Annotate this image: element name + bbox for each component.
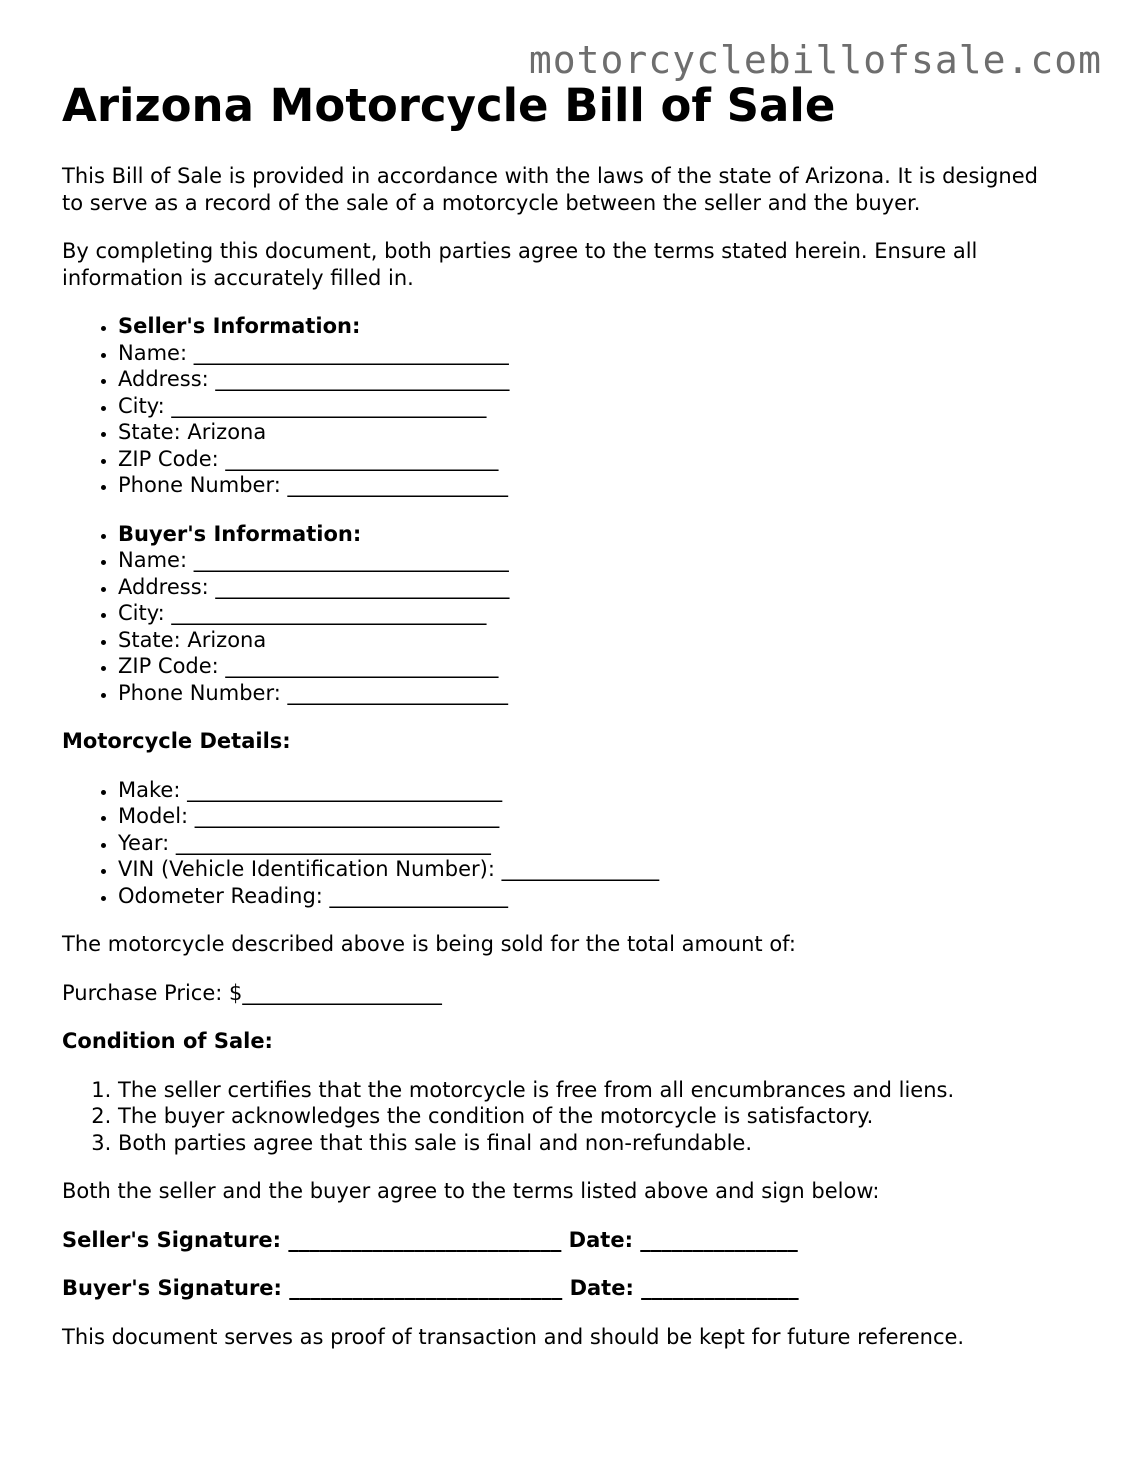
seller-name-field: • Name: ______________________________: [118, 340, 1062, 367]
buyer-info-heading: • Buyer's Information:: [118, 521, 1062, 548]
agreement-statement: Both the seller and the buyer agree to the terms listed above and sign below:: [62, 1179, 880, 1203]
buyer-phone-field: • Phone Number: _____________________: [118, 680, 1062, 707]
intro-paragraph-2: By completing this document, both parties agree to the terms stated herein. Ensure all information is accurately filled in.: [62, 239, 978, 290]
condition-item: 3. Both parties agree that this sale is final and non-refundable.: [118, 1130, 1062, 1157]
model-field: • Model: _____________________________: [118, 803, 1062, 830]
buyer-info-list: [62, 521, 1062, 707]
price-intro: The motorcycle described above is being sold for the total amount of:: [62, 932, 796, 956]
seller-city-field: • City: ______________________________: [118, 393, 1062, 420]
seller-signature-line: Seller's Signature: __________________________ Date: _______________: [62, 1227, 798, 1252]
document-body: [62, 163, 1062, 1372]
vin-field: • VIN (Vehicle Identification Number): _______________: [118, 856, 1062, 883]
buyer-name-field: • Name: ______________________________: [118, 547, 1062, 574]
motorcycle-details-list: [62, 777, 1062, 910]
closing-statement: This document serves as proof of transaction and should be kept for future reference.: [62, 1324, 965, 1349]
condition-of-sale-heading: Condition of Sale:: [62, 1029, 273, 1053]
intro-paragraph-1: This Bill of Sale is provided in accordance with the laws of the state of Arizona. It is designed to serve as a record of the sale of a motorcycle between the seller and the buyer.: [62, 164, 1038, 215]
condition-item: 2. The buyer acknowledges the condition of the motorcycle is satisfactory.: [118, 1103, 1062, 1130]
year-field: • Year: ______________________________: [118, 830, 1062, 857]
make-field: • Make: ______________________________: [118, 777, 1062, 804]
seller-info-list: [62, 313, 1062, 499]
seller-info-heading: • Seller's Information:: [118, 313, 1062, 340]
condition-of-sale-list: [62, 1077, 1062, 1157]
seller-zip-field: • ZIP Code: __________________________: [118, 446, 1062, 473]
buyer-address-field: • Address: ____________________________: [118, 574, 1062, 601]
seller-phone-field: • Phone Number: _____________________: [118, 472, 1062, 499]
buyer-signature-line: Buyer's Signature: __________________________ Date: _______________: [62, 1276, 799, 1300]
condition-item: 1. The seller certifies that the motorcycle is free from all encumbrances and liens.: [118, 1077, 1062, 1104]
buyer-state-field: • State: Arizona: [118, 627, 1062, 654]
site-watermark: motorcyclebillofsale.com: [528, 38, 1102, 82]
seller-state-field: • State: Arizona: [118, 419, 1062, 446]
buyer-zip-field: • ZIP Code: __________________________: [118, 653, 1062, 680]
page-title: Arizona Motorcycle Bill of Sale: [62, 79, 836, 132]
purchase-price-field: Purchase Price: $___________________: [62, 980, 442, 1005]
motorcycle-details-heading: Motorcycle Details:: [62, 729, 291, 753]
seller-address-field: • Address: ____________________________: [118, 366, 1062, 393]
buyer-city-field: • City: ______________________________: [118, 600, 1062, 627]
odometer-field: • Odometer Reading: _________________: [118, 883, 1062, 910]
